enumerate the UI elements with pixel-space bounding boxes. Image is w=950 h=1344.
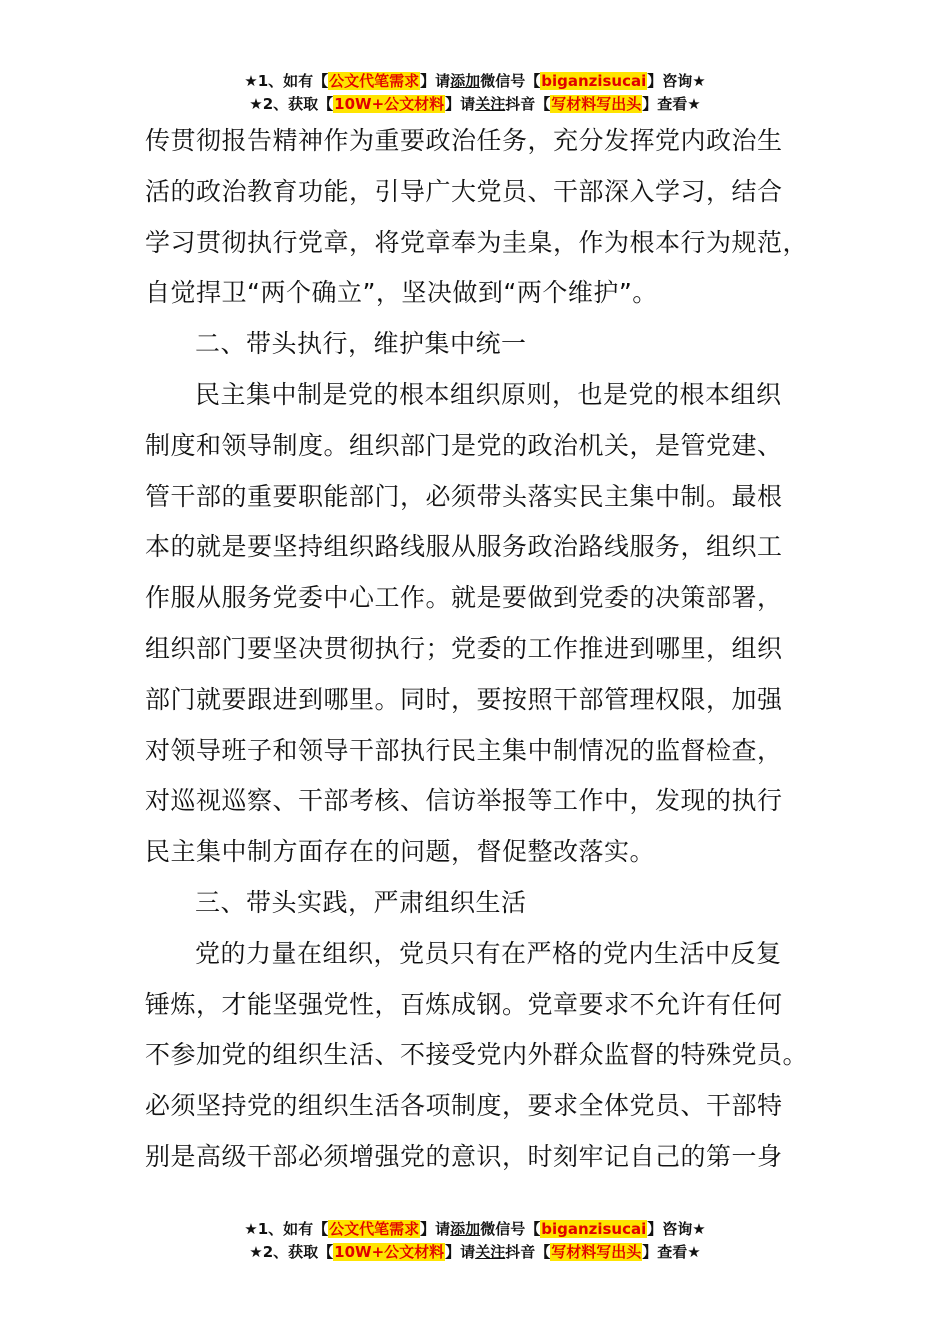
paragraph (145, 116, 825, 319)
banner-text: 1、如有【 (257, 72, 329, 90)
text-line: 对领导班子和领导干部执行民主集中制情况的监督检查， (145, 735, 783, 765)
banner-underlined-text: 添加 (450, 1220, 481, 1238)
text-line: 不参加党的组织生活、不接受党内外群众监督的特殊党员。 (145, 1040, 809, 1070)
section-heading (145, 878, 825, 929)
star-icon: ★ (692, 1220, 706, 1238)
banner-text: 微信号【 (480, 72, 541, 90)
text-line: 制度和领导制度。组织部门是党的政治机关，是管党建、 (145, 430, 783, 460)
text-line: 必须坚持党的组织生活各项制度，要求全体党员、干部特 (145, 1091, 783, 1121)
banner-text: 】咨询 (647, 72, 693, 90)
banner-highlight: 公文代笔需求 (329, 72, 420, 90)
heading-text: 三、带头实践，严肃组织生活 (195, 887, 527, 917)
banner-highlight: 写材料写出头 (551, 95, 642, 113)
text-line: 本的就是要坚持组织路线服从服务政治路线服务，组织工 (145, 532, 783, 562)
text-line: 别是高级干部必须增强党的意识，时刻牢记自己的第一身 (145, 1141, 783, 1171)
banner-text: 1、如有【 (257, 1220, 329, 1238)
star-icon: ★ (692, 72, 706, 90)
banner-text: 】请 (445, 95, 476, 113)
star-icon: ★ (249, 1243, 263, 1261)
banner-line-2 (0, 1241, 950, 1264)
star-icon: ★ (244, 72, 258, 90)
banner-text: 】查看 (642, 95, 688, 113)
banner-underlined-text: 关注 (475, 1243, 506, 1261)
text-line: 对巡视巡察、干部考核、信访举报等工作中，发现的执行 (145, 786, 783, 816)
text-line: 管干部的重要职能部门，必须带头落实民主集中制。最根 (145, 481, 783, 511)
document-body (145, 116, 825, 1183)
banner-line-1 (0, 70, 950, 93)
banner-line-1 (0, 1218, 950, 1241)
banner-text: 】请 (445, 1243, 476, 1261)
banner-underlined-text: 关注 (475, 95, 506, 113)
banner-underlined-text: 添加 (450, 72, 481, 90)
banner-highlight: 写材料写出头 (551, 1243, 642, 1261)
banner-text: 抖音【 (505, 1243, 551, 1261)
paragraph (145, 929, 825, 1183)
banner-highlight: biganzisucai (541, 1220, 647, 1238)
banner-highlight: 公文代笔需求 (329, 1220, 420, 1238)
banner-text: 】咨询 (647, 1220, 693, 1238)
text-line: 学习贯彻执行党章，将党章奉为圭臬，作为根本行为规范， (145, 227, 809, 257)
text-line: 民主集中制方面存在的问题，督促整改落实。 (145, 837, 656, 867)
text-line: 部门就要跟进到哪里。同时，要按照干部管理权限，加强 (145, 684, 783, 714)
banner-text: 】请 (420, 1220, 451, 1238)
text-line: 党的力量在组织，党员只有在严格的党内生活中反复 (195, 938, 782, 968)
banner-line-2 (0, 93, 950, 116)
banner-text: 抖音【 (505, 95, 551, 113)
banner-text: 】请 (420, 72, 451, 90)
footer-banner (0, 1218, 950, 1264)
text-line: 锤炼，才能坚强党性，百炼成钢。党章要求不允许有任何 (145, 989, 783, 1019)
star-icon: ★ (687, 1243, 701, 1261)
banner-highlight: biganzisucai (541, 72, 647, 90)
banner-text: 2、获取【 (262, 95, 334, 113)
paragraph (145, 370, 825, 878)
text-line: 自觉捍卫“两个确立”，坚决做到“两个维护”。 (145, 278, 658, 308)
banner-text: 微信号【 (480, 1220, 541, 1238)
star-icon: ★ (244, 1220, 258, 1238)
banner-text: 2、获取【 (262, 1243, 334, 1261)
star-icon: ★ (249, 95, 263, 113)
section-heading (145, 319, 825, 370)
text-line: 活的政治教育功能，引导广大党员、干部深入学习，结合 (145, 176, 783, 206)
banner-text: 】查看 (642, 1243, 688, 1261)
text-line: 作服从服务党委中心工作。就是要做到党委的决策部署， (145, 583, 783, 613)
text-line: 组织部门要坚决贯彻执行；党委的工作推进到哪里，组织 (145, 633, 783, 663)
star-icon: ★ (687, 95, 701, 113)
text-line: 传贯彻报告精神作为重要政治任务，充分发挥党内政治生 (145, 126, 783, 155)
banner-highlight: 10W+公文材料 (334, 95, 445, 113)
header-banner (0, 70, 950, 116)
heading-text: 二、带头执行，维护集中统一 (195, 329, 527, 359)
text-line: 民主集中制是党的根本组织原则，也是党的根本组织 (195, 379, 782, 409)
banner-highlight: 10W+公文材料 (334, 1243, 445, 1261)
